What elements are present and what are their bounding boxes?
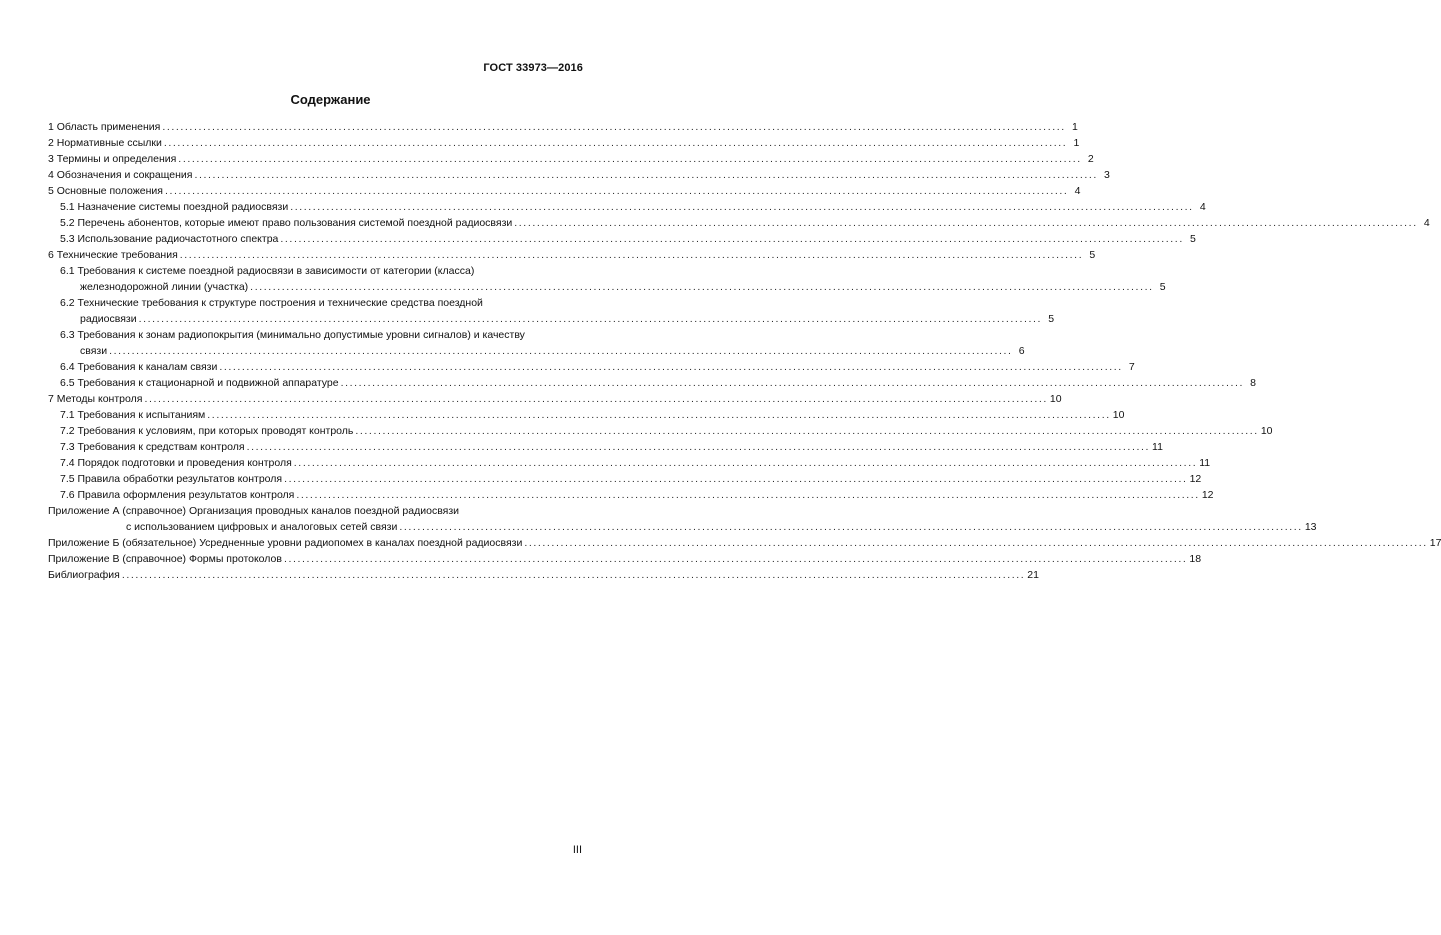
toc-entry[interactable]: 6 Технические требования ........................................................................................................................................................................................................ 5 [48, 249, 1096, 261]
leader-dots: ........................................................................................................................................................................................................ [355, 425, 1259, 437]
page-ref: 5 [1159, 281, 1166, 293]
page-ref: 13 [1304, 521, 1317, 533]
toc-entry[interactable]: 5 Основные положения ........................................................................................................................................................................................................ 4 [48, 185, 1081, 197]
page-ref: 18 [1189, 553, 1202, 565]
page-ref: 10 [1112, 409, 1125, 421]
page-ref: 17 [1429, 537, 1441, 549]
toc-entry[interactable]: 7.2 Требования к условиям, при которых проводят контроль ........................................................................................................................................................................................................ 10 [60, 425, 1273, 437]
toc-entry[interactable]: 6.4 Требования к каналам связи ........................................................................................................................................................................................................ 7 [60, 361, 1135, 373]
toc-entry[interactable]: Библиография ........................................................................................................................................................................................................ 21 [48, 569, 1039, 581]
leader-dots: ........................................................................................................................................................................................................ [219, 361, 1123, 373]
page-ref: 11 [1152, 441, 1163, 453]
leader-dots: ........................................................................................................................................................................................................ [138, 313, 1043, 325]
page-ref: 6 [1018, 345, 1025, 357]
page-ref: 3 [1104, 169, 1110, 181]
leader-dots: ........................................................................................................................................................................................................ [524, 537, 1428, 549]
page-ref: 21 [1027, 569, 1039, 581]
toc-entry[interactable]: 7 Методы контроля ........................................................................................................................................................................................................ 10 [48, 393, 1062, 405]
leader-dots: ........................................................................................................................................................................................................ [164, 185, 1069, 197]
leader-dots: ........................................................................................................................................................................................................ [296, 489, 1200, 501]
page-ref: 5 [1048, 313, 1055, 325]
page-ref: 11 [1199, 457, 1211, 469]
page-ref: 12 [1201, 489, 1214, 501]
toc-entry[interactable]: 5.2 Перечень абонентов, которые имеют право пользования системой поездной радиосвязи ........................................................................................................................................................................................................ 4 [60, 217, 1430, 229]
toc-entry[interactable]: 6.2 Технические требования к структуре построения и технические средства поездной радиосвязи ........................................................................................................................................................................................................ 5 [60, 297, 1055, 325]
toc-entry[interactable]: 2 Нормативные ссылки ........................................................................................................................................................................................................ 1 [48, 137, 1080, 149]
leader-dots: ........................................................................................................................................................................................................ [250, 281, 1154, 293]
leader-dots: ........................................................................................................................................................................................................ [144, 393, 1048, 405]
leader-dots: ........................................................................................................................................................................................................ [514, 217, 1418, 229]
toc-entry[interactable]: 5.1 Назначение системы поездной радиосвязи ........................................................................................................................................................................................................ 4 [60, 201, 1206, 213]
toc-entry[interactable]: Приложение Б (обязательное) Усредненные уровни радиопомех в каналах поездной радиосвязи ........................................................................................................................................................................................................ 17 [48, 537, 1441, 549]
table-of-contents [48, 119, 1441, 583]
leader-dots: ........................................................................................................................................................................................................ [340, 377, 1245, 389]
leader-dots: ........................................................................................................................................................................................................ [194, 169, 1098, 181]
toc-entry[interactable]: 7.3 Требования к средствам контроля ........................................................................................................................................................................................................ 11 [60, 441, 1163, 453]
leader-dots: ........................................................................................................................................................................................................ [246, 441, 1151, 453]
page-ref: 4 [1199, 201, 1206, 213]
leader-dots: ........................................................................................................................................................................................................ [283, 553, 1188, 565]
toc-entry[interactable]: 5.3 Использование радиочастотного спектра ........................................................................................................................................................................................................ 5 [60, 233, 1196, 245]
page-ref: 1 [1073, 137, 1080, 149]
page-title: Содержание [290, 92, 371, 107]
document-id: ГОСТ 33973—2016 [483, 62, 583, 74]
page-ref: 10 [1049, 393, 1062, 405]
page-ref: 5 [1190, 233, 1196, 245]
leader-dots: ........................................................................................................................................................................................................ [162, 121, 1066, 133]
leader-dots: ........................................................................................................................................................................................................ [109, 345, 1013, 357]
page-ref: 7 [1128, 361, 1135, 373]
page-ref: 5 [1089, 249, 1096, 261]
toc-entry[interactable]: 6.1 Требования к системе поездной радиосвязи в зависимости от категории (класса) железнодорожной линии (участка) ........................................................................................................................................................................................................ 5 [60, 265, 1166, 293]
page-ref: 8 [1250, 377, 1257, 389]
toc-entry[interactable]: Приложение А (справочное) Организация проводных каналов поездной радиосвязи с использованием цифровых и аналоговых сетей связи ........................................................................................................................................................................................................ 13 [48, 505, 1317, 533]
page-ref: 2 [1087, 153, 1094, 165]
leader-dots: ........................................................................................................................................................................................................ [293, 457, 1198, 469]
toc-entry[interactable]: 1 Область применения ........................................................................................................................................................................................................ 1 [48, 121, 1078, 133]
toc-entry[interactable]: 3 Термины и определения ........................................................................................................................................................................................................ 2 [48, 153, 1094, 165]
leader-dots: ........................................................................................................................................................................................................ [290, 201, 1194, 213]
leader-dots: ........................................................................................................................................................................................................ [121, 569, 1026, 581]
toc-entry[interactable]: 7.5 Правила обработки результатов контроля ........................................................................................................................................................................................................ 12 [60, 473, 1202, 485]
page-ref: 10 [1260, 425, 1273, 437]
page-ref: 12 [1189, 473, 1202, 485]
toc-entry[interactable]: Приложение В (справочное) Формы протоколов ........................................................................................................................................................................................................ 18 [48, 553, 1202, 565]
page-ref: 1 [1071, 121, 1078, 133]
toc-entry[interactable]: 6.3 Требования к зонам радиопокрытия (минимально допустимые уровни сигналов) и качеству связи ........................................................................................................................................................................................................ 6 [60, 329, 1025, 357]
leader-dots: ........................................................................................................................................................................................................ [280, 233, 1184, 245]
page-number: III [572, 844, 582, 856]
page-ref: 4 [1074, 185, 1081, 197]
toc-entry[interactable]: 7.4 Порядок подготовки и проведения контроля ........................................................................................................................................................................................................ 11 [60, 457, 1211, 469]
leader-dots: ........................................................................................................................................................................................................ [178, 153, 1082, 165]
leader-dots: ........................................................................................................................................................................................................ [284, 473, 1188, 485]
toc-entry[interactable]: 6.5 Требования к стационарной и подвижной аппаратуре ........................................................................................................................................................................................................ 8 [60, 377, 1257, 389]
leader-dots: ........................................................................................................................................................................................................ [207, 409, 1111, 421]
leader-dots: ........................................................................................................................................................................................................ [179, 249, 1084, 261]
toc-entry[interactable]: 4 Обозначения и сокращения ........................................................................................................................................................................................................ 3 [48, 169, 1110, 181]
leader-dots: ........................................................................................................................................................................................................ [163, 137, 1068, 149]
page-ref: 4 [1423, 217, 1430, 229]
leader-dots: ........................................................................................................................................................................................................ [399, 521, 1303, 533]
toc-entry[interactable]: 7.1 Требования к испытаниям ........................................................................................................................................................................................................ 10 [60, 409, 1125, 421]
toc-entry[interactable]: 7.6 Правила оформления результатов контроля ........................................................................................................................................................................................................ 12 [60, 489, 1214, 501]
